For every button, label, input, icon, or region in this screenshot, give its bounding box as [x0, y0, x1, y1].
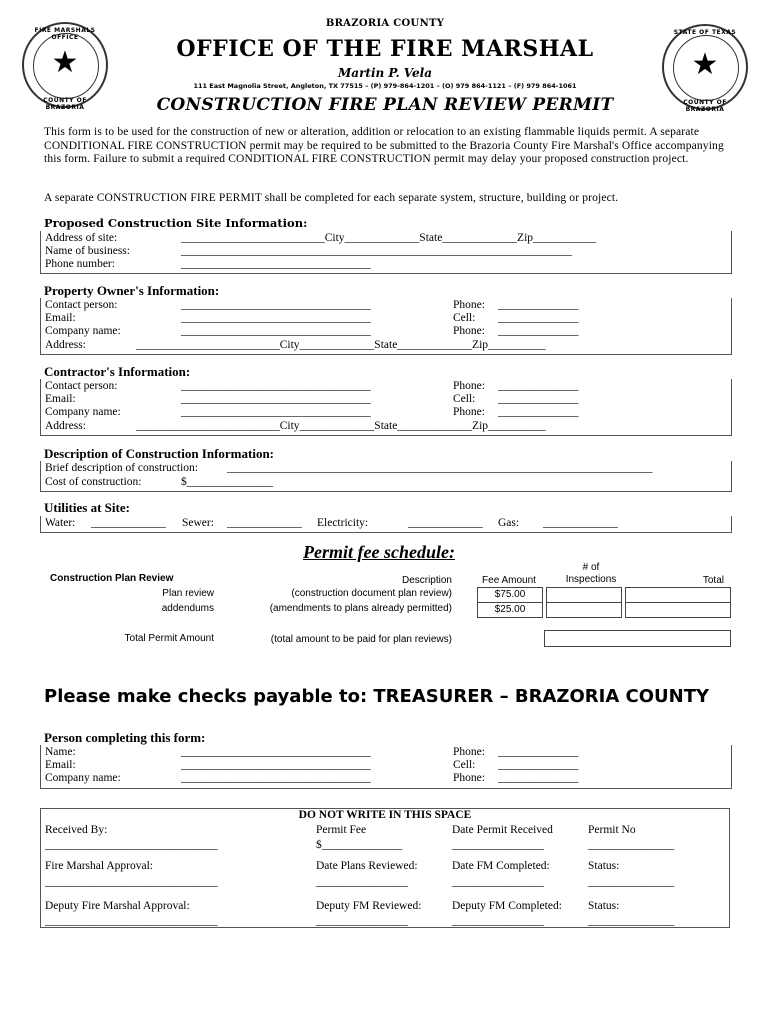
business-name-field[interactable]: ____________________________________________________________________: [181, 245, 572, 257]
permit-fee-label: Permit Fee: [316, 824, 367, 836]
seal-left-top-text: FIRE MARSHALS OFFICE: [34, 27, 96, 41]
completer-phone-label: Phone:: [453, 746, 485, 758]
form-title: CONSTRUCTION FIRE PLAN REVIEW PERMIT: [156, 95, 614, 115]
total-permit-input[interactable]: [544, 630, 731, 647]
completer-email-label: Email:: [45, 759, 76, 771]
site-address-label: Address of site:: [45, 232, 118, 244]
received-by-field: ______________________________: [45, 839, 218, 851]
status2-label: Status:: [588, 900, 620, 912]
deputy-reviewed-field: ________________: [316, 915, 408, 927]
owner-email-field[interactable]: _________________________________: [181, 312, 371, 324]
star-icon: ★: [691, 47, 719, 82]
owner-address-label: Address:: [45, 339, 86, 351]
owner-contact-field[interactable]: _________________________________: [181, 299, 371, 311]
site-phone-label: Phone number:: [45, 258, 115, 270]
completer-phone2-field[interactable]: ______________: [498, 772, 579, 784]
deputy-completed-field: ________________: [452, 915, 544, 927]
fee-row-total-input[interactable]: [625, 602, 731, 618]
total-permit-label: Total Permit Amount: [124, 633, 214, 644]
intro-separate-permit: A separate CONSTRUCTION FIRE PERMIT shall be completed for each separate system, structure, building or project.: [44, 192, 619, 204]
contractor-cell-label: Cell:: [453, 393, 476, 405]
col-fee-amount: Fee Amount: [482, 575, 536, 586]
col-description: Description: [401, 575, 452, 586]
deputy-reviewed-label: Deputy FM Reviewed:: [316, 900, 422, 912]
status-label: Status:: [588, 860, 620, 872]
fee-row-amount: $25.00: [477, 602, 543, 618]
owner-company-label: Company name:: [45, 325, 121, 337]
brief-description-label: Brief description of construction:: [45, 462, 198, 474]
cost-field[interactable]: $_______________: [181, 476, 273, 488]
water-label: Water:: [45, 517, 76, 529]
business-name-label: Name of business:: [45, 245, 130, 257]
completer-phone-field[interactable]: ______________: [498, 746, 579, 758]
owner-email-label: Email:: [45, 312, 76, 324]
owner-cell-label: Cell:: [453, 312, 476, 324]
contractor-contact-label: Contact person:: [45, 380, 118, 392]
permit-fee-field: $______________: [316, 839, 403, 851]
date-fm-completed-field: ________________: [452, 876, 544, 888]
seal-left-bottom-text: COUNTY OF BRAZORIA: [43, 97, 87, 111]
county-name: BRAZORIA COUNTY: [325, 18, 445, 29]
completer-heading: Person completing this form:: [44, 730, 206, 745]
date-received-label: Date Permit Received: [452, 824, 553, 836]
description-section: [40, 461, 732, 492]
contractor-address-field[interactable]: _________________________City_____________State_____________Zip__________: [136, 420, 546, 432]
office-title: OFFICE OF THE FIRE MARSHAL: [176, 36, 594, 62]
permit-no-label: Permit No: [588, 824, 636, 836]
completer-section: [40, 745, 732, 789]
owner-cell-field[interactable]: ______________: [498, 312, 579, 324]
contractor-company-field[interactable]: _________________________________: [181, 406, 371, 418]
fee-row-item: Plan review: [162, 588, 214, 599]
deputy-completed-label: Deputy FM Completed:: [452, 900, 562, 912]
intro-paragraph: This form is to be used for the construction of new or alteration, addition or relocation to an existing flammable liquids permit. A separate CONDITIONAL FIRE CONSTRUCTION permit may be required to be submitted to the Brazoria County Fire Marshal's Office accompanying this form. Failure to submit a required CONDITIONAL FIRE CONSTRUCTION permit may delay your proposed construction project.: [44, 126, 724, 165]
fee-row-item: addendums: [161, 603, 214, 614]
completer-company-field[interactable]: _________________________________: [181, 772, 371, 784]
contractor-contact-field[interactable]: _________________________________: [181, 380, 371, 392]
deputy-approval-label: Deputy Fire Marshal Approval:: [45, 900, 190, 912]
sewer-label: Sewer:: [182, 517, 214, 529]
completer-cell-label: Cell:: [453, 759, 476, 771]
fee-row-description: (amendments to plans already permitted): [269, 603, 452, 614]
owner-section: [40, 298, 732, 355]
owner-contact-label: Contact person:: [45, 299, 118, 311]
completer-name-field[interactable]: _________________________________: [181, 746, 371, 758]
total-permit-description: (total amount to be paid for plan reviews): [270, 634, 452, 645]
contractor-phone2-label: Phone:: [453, 406, 485, 418]
contractor-heading: Contractor's Information:: [44, 364, 191, 379]
brief-description-field[interactable]: __________________________________________________________________________: [227, 462, 653, 474]
contractor-email-label: Email:: [45, 393, 76, 405]
owner-phone-field[interactable]: ______________: [498, 299, 579, 311]
date-received-field: ________________: [452, 839, 544, 851]
gas-label: Gas:: [498, 517, 520, 529]
completer-phone2-label: Phone:: [453, 772, 485, 784]
fee-schedule-title: Permit fee schedule:: [303, 542, 455, 562]
completer-name-label: Name:: [45, 746, 76, 758]
fee-row-inspections-input[interactable]: [546, 602, 622, 618]
owner-phone2-label: Phone:: [453, 325, 485, 337]
fm-approval-label: Fire Marshal Approval:: [45, 860, 153, 872]
contractor-company-label: Company name:: [45, 406, 121, 418]
utilities-heading: Utilities at Site:: [44, 500, 130, 515]
status-field: _______________: [588, 876, 675, 888]
status2-field: _______________: [588, 915, 675, 927]
star-icon: ★: [51, 45, 79, 80]
site-section: [40, 231, 732, 274]
deputy-approval-field: ______________________________: [45, 915, 218, 927]
office-use-box: [40, 808, 730, 928]
site-heading: Proposed Construction Site Information:: [44, 216, 308, 230]
completer-email-field[interactable]: _________________________________: [181, 759, 371, 771]
owner-phone2-field[interactable]: ______________: [498, 325, 579, 337]
owner-company-field[interactable]: _________________________________: [181, 325, 371, 337]
date-fm-completed-label: Date FM Completed:: [452, 860, 550, 872]
fee-row-amount: $75.00: [477, 587, 543, 603]
marshal-name: Martin P. Vela: [338, 66, 432, 80]
fee-row-inspections-input[interactable]: [546, 587, 622, 603]
owner-heading: Property Owner's Information:: [44, 283, 220, 298]
owner-phone-label: Phone:: [453, 299, 485, 311]
col-total: Total: [702, 575, 724, 586]
site-address-field[interactable]: _________________________City_____________State_____________Zip___________: [181, 232, 597, 244]
electricity-field[interactable]: _____________: [408, 517, 483, 529]
contractor-address-label: Address:: [45, 420, 86, 432]
contractor-phone2-field[interactable]: ______________: [498, 406, 579, 418]
seal-right-top-text: STATE OF TEXAS: [673, 29, 737, 36]
fm-approval-field: ______________________________: [45, 876, 218, 888]
owner-address-field[interactable]: _________________________City_____________State_____________Zip__________: [136, 339, 546, 351]
utilities-section: [40, 516, 732, 533]
office-use-title: DO NOT WRITE IN THIS SPACE: [298, 809, 472, 821]
fee-row-description: (construction document plan review): [291, 588, 452, 599]
date-plans-reviewed-field: ________________: [316, 876, 408, 888]
contractor-phone-label: Phone:: [453, 380, 485, 392]
permit-no-field: _______________: [588, 839, 675, 851]
electricity-label: Electricity:: [317, 517, 369, 529]
water-field[interactable]: _____________: [91, 517, 166, 529]
contractor-phone-field[interactable]: ______________: [498, 380, 579, 392]
contractor-cell-field[interactable]: ______________: [498, 393, 579, 405]
office-address: 111 East Magnolia Street, Angleton, TX 77515 – (P) 979-864-1201 – (O) 979 864-1121 – (F) 979 864-1061: [193, 82, 577, 90]
received-by-label: Received By:: [45, 824, 108, 836]
seal-right-bottom-text: COUNTY OF BRAZORIA: [683, 99, 727, 113]
completer-company-label: Company name:: [45, 772, 121, 784]
site-phone-field[interactable]: _________________________________: [181, 258, 371, 270]
contractor-section: [40, 379, 732, 436]
sewer-field[interactable]: _____________: [227, 517, 302, 529]
gas-field[interactable]: _____________: [543, 517, 618, 529]
cost-label: Cost of construction:: [45, 476, 142, 488]
fee-row-total-input[interactable]: [625, 587, 731, 603]
date-plans-reviewed-label: Date Plans Reviewed:: [316, 860, 418, 872]
contractor-email-field[interactable]: _________________________________: [181, 393, 371, 405]
description-heading: Description of Construction Information:: [44, 446, 275, 461]
completer-cell-field[interactable]: ______________: [498, 759, 579, 771]
payable-notice: Please make checks payable to: TREASURER – BRAZORIA COUNTY: [44, 686, 710, 707]
fee-section-label: Construction Plan Review: [50, 573, 174, 584]
col-inspections: # of Inspections: [565, 562, 617, 585]
